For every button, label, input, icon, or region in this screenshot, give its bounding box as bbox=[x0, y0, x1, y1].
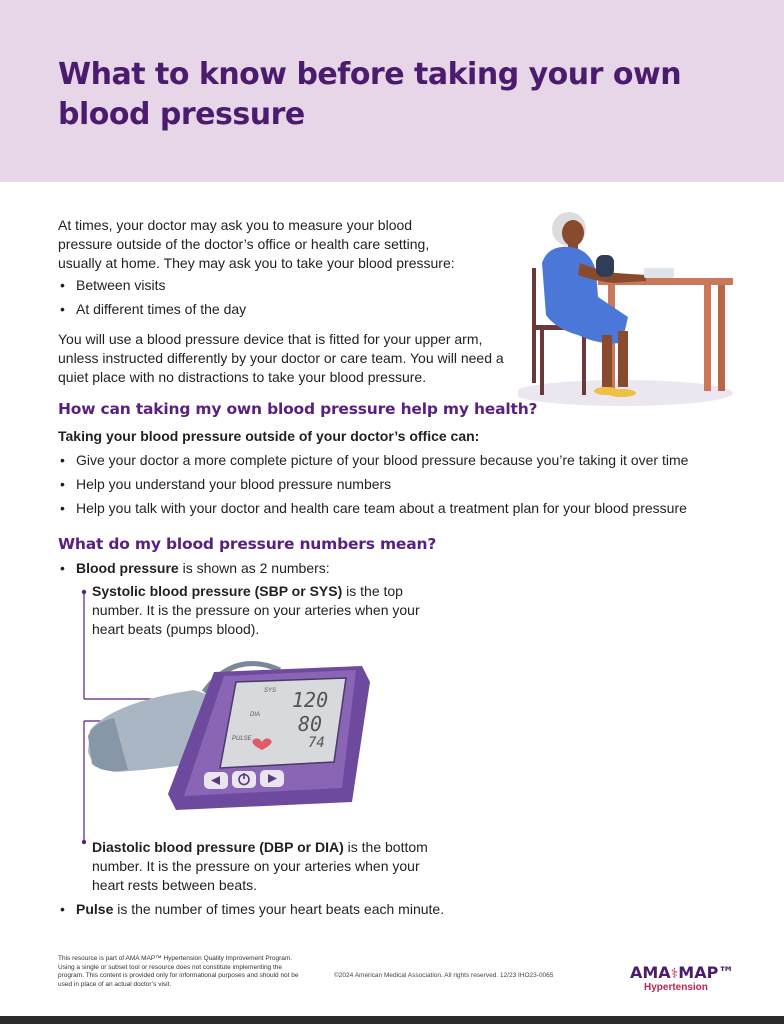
bp-term: Blood pressure bbox=[76, 560, 179, 576]
numbers-bullet-list bbox=[58, 559, 758, 583]
dia-value: 80 bbox=[298, 712, 323, 736]
logo-left: AMA bbox=[630, 963, 671, 982]
section-heading-benefits: How can taking my own blood pressure help my health? bbox=[58, 400, 538, 418]
list-item: • Give your doctor a more complete picture of your blood pressure because you’re taking it over time bbox=[58, 451, 758, 470]
caduceus-icon: ⚕ bbox=[670, 966, 679, 982]
sys-value: 120 bbox=[292, 688, 329, 712]
pulse-bullet-list bbox=[58, 900, 758, 924]
intro-paragraph-2: You will use a blood pressure device that is fitted for your upper arm, unless instructed differently by your doctor or care team. You will need a quiet place with no distractions to take your blood pressure. bbox=[58, 331, 504, 385]
diastolic-description bbox=[92, 838, 442, 895]
copyright: ©2024 American Medical Association. All rights reserved. 12/23 IHO23-0065 bbox=[334, 972, 554, 979]
list-item: • At different times of the day bbox=[58, 300, 458, 319]
diastolic-rest: is the bottom number. It is the pressure on your arteries when your heart rests between beats. bbox=[92, 839, 428, 893]
diastolic-term: Diastolic blood pressure (DBP or DIA) bbox=[92, 839, 344, 855]
section-heading-numbers: What do my blood pressure numbers mean? bbox=[58, 535, 437, 553]
systolic-rest: is the top number. It is the pressure on your arteries when your heart beats (pumps blood). bbox=[92, 583, 420, 637]
intro-bullet-list bbox=[58, 276, 458, 324]
benefits-bullet-list bbox=[58, 451, 758, 523]
list-item: • Between visits bbox=[58, 276, 458, 295]
pulse-term: Pulse bbox=[76, 901, 114, 917]
list-item: • Help you understand your blood pressure numbers bbox=[58, 475, 758, 494]
footer-note: This resource is part of AMA MAP™ Hypertension Quality Improvement Program. Using a single or subset tool or resource does not constitute implementing the program. This content is provided only for informational purposes and should not be used in place of an actual doctor’s visit. bbox=[58, 955, 299, 988]
woman-measuring-illustration bbox=[518, 205, 740, 410]
list-item bbox=[58, 900, 758, 919]
header-banner bbox=[0, 0, 784, 182]
bp-monitor-illustration bbox=[84, 652, 384, 822]
systolic-term: Systolic blood pressure (SBP or SYS) bbox=[92, 583, 343, 599]
list-item: • Help you talk with your doctor and health care team about a treatment plan for your blood pressure bbox=[58, 499, 758, 518]
logo-sub: Hypertension bbox=[644, 982, 708, 993]
page-title: What to know before taking your own blood pressure bbox=[58, 57, 682, 132]
pulse-description: is the number of times your heart beats each minute. bbox=[113, 901, 445, 917]
ama-map-logo bbox=[628, 960, 748, 1000]
logo-right: MAP™ bbox=[678, 963, 735, 982]
list-item bbox=[58, 559, 758, 578]
pulse-label: PULSE bbox=[232, 736, 252, 742]
bp-description: is shown as 2 numbers: bbox=[178, 560, 330, 576]
benefits-subheading: Taking your blood pressure outside of your doctor’s office can: bbox=[58, 428, 480, 444]
dia-label: DIA bbox=[250, 712, 261, 718]
bottom-bar bbox=[0, 1016, 784, 1024]
intro-paragraph: At times, your doctor may ask you to measure your blood pressure outside of the doctor’s office or health care setting, usually at home. They may ask you to take your blood pressure: bbox=[58, 217, 455, 271]
logo-wordmark bbox=[630, 963, 734, 982]
pulse-value: 74 bbox=[308, 735, 325, 751]
sys-label: SYS bbox=[264, 688, 277, 694]
